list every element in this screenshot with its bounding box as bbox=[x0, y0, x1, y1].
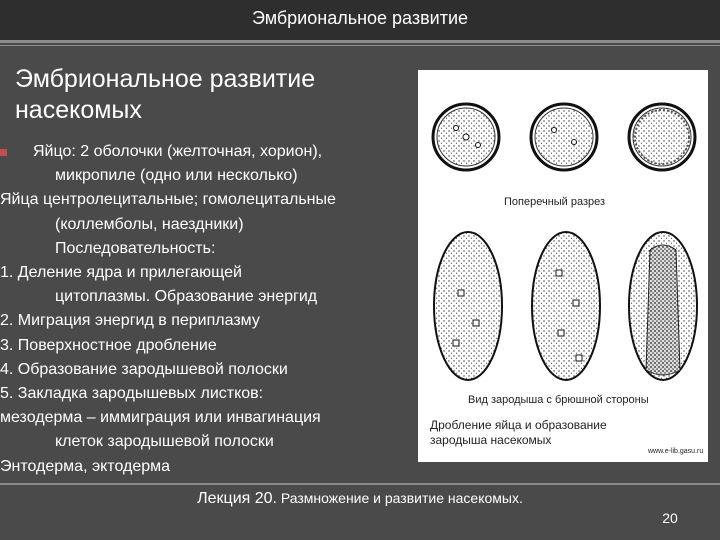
body-line: Яйца центролецитальные; гомолецитальные bbox=[0, 191, 336, 209]
body-line: 2. Миграция энергид в периплазму bbox=[0, 312, 260, 330]
slide-body bbox=[0, 140, 410, 479]
footer-topic: Размножение и развитие насекомых. bbox=[277, 490, 523, 506]
embryo-stage-2 bbox=[532, 232, 600, 380]
embryo-stage-1 bbox=[434, 232, 502, 380]
body-line: 5. Закладка зародышевых листков: bbox=[0, 385, 264, 403]
body-line: мезодерма – иммиграция или инвагинация bbox=[0, 409, 321, 427]
embryo-stage-3 bbox=[629, 232, 697, 380]
square-bullet-icon bbox=[0, 149, 7, 156]
header-title: Эмбриональное развитие bbox=[251, 8, 469, 28]
bullet-item bbox=[0, 140, 410, 164]
body-line: Яйцо: 2 оболочки (желточная, хорион), bbox=[33, 143, 323, 160]
body-line: 4. Образование зародышевой полоски bbox=[0, 360, 288, 378]
footer-lecture: Лекция 20. bbox=[197, 490, 277, 507]
slide-title-line-1: Эмбриональное развитие bbox=[15, 65, 316, 93]
cross-section-1 bbox=[433, 104, 499, 170]
cross-section-3 bbox=[629, 104, 695, 170]
body-line: 1. Деление ядра и прилегающей bbox=[0, 264, 242, 282]
footer bbox=[0, 490, 720, 508]
cross-section-2 bbox=[531, 104, 597, 170]
body-line: (коллемболы, наездники) bbox=[55, 215, 244, 233]
header-bar bbox=[0, 0, 720, 40]
slide-title bbox=[15, 64, 405, 126]
embryo-figure bbox=[418, 70, 708, 462]
body-line: клеток зародышевой полоски bbox=[55, 433, 274, 451]
figure-source: www.e-lib.gasu.ru bbox=[648, 448, 704, 455]
footer-divider bbox=[0, 483, 720, 485]
body-line: микропиле (одно или несколько) bbox=[55, 167, 298, 185]
caption-cross-section: Поперечный разрез bbox=[504, 196, 606, 208]
slide-title-line-2: насекомых bbox=[15, 96, 142, 124]
body-line: Энтодерма, эктодерма bbox=[0, 457, 171, 475]
page-number: 20 bbox=[662, 510, 678, 526]
header-divider bbox=[0, 40, 720, 43]
figure-caption-line-2: зародыша насекомых bbox=[430, 433, 552, 447]
body-line: Последовательность: bbox=[55, 239, 216, 257]
body-line: цитоплазмы. Образование энергид bbox=[55, 288, 318, 306]
figure-caption-line-1: Дробление яйца и образование bbox=[430, 418, 607, 432]
header-divider-thin bbox=[0, 45, 720, 46]
caption-ventral-view: Вид зародыша с брюшной стороны bbox=[468, 394, 649, 406]
body-line: 3. Поверхностное дробление bbox=[0, 336, 217, 354]
